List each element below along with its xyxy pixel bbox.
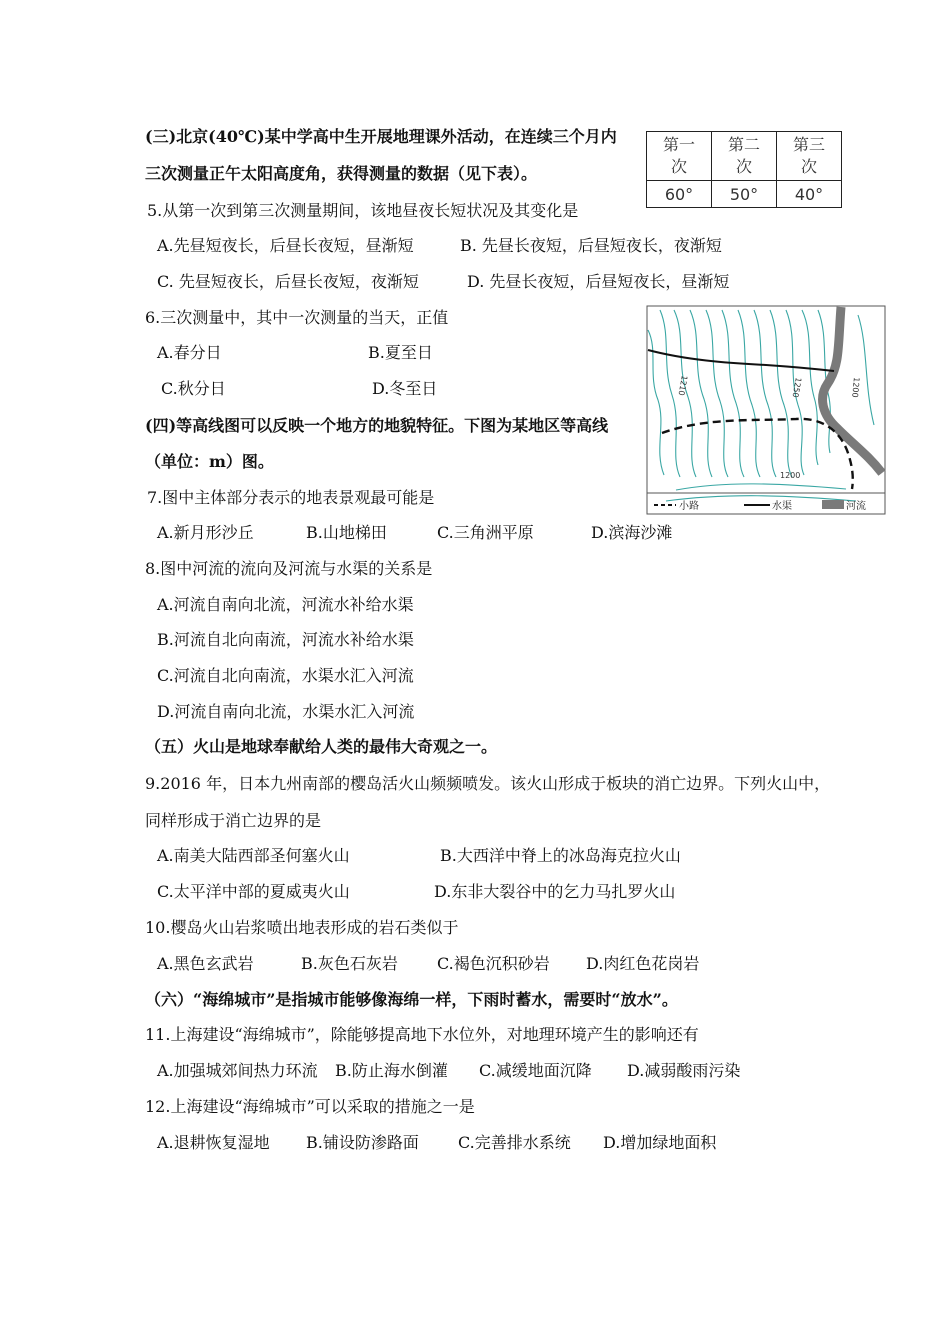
q7-option-b: B.山地梯田 bbox=[306, 523, 387, 542]
table-header-1: 第一 次 bbox=[647, 132, 712, 181]
table-value-2: 50° bbox=[712, 181, 777, 208]
q9-option-a: A.南美大陆西部圣何塞火山 bbox=[157, 846, 350, 865]
legend-river-icon bbox=[822, 500, 844, 509]
q10-option-a: A.黑色玄武岩 bbox=[157, 954, 254, 973]
q6-stem: 6.三次测量中，其中一次测量的当天，正值 bbox=[145, 308, 449, 327]
q7-option-d: D.滨海沙滩 bbox=[591, 523, 673, 542]
table-header-3: 第三 次 bbox=[777, 132, 842, 181]
q6-option-b: B.夏至日 bbox=[368, 343, 433, 362]
q7-stem: 7.图中主体部分表示的地表景观最可能是 bbox=[147, 488, 435, 507]
section5-intro: （五）火山是地球奉献给人类的最伟大奇观之一。 bbox=[145, 737, 498, 756]
contour-label-4: 1200 bbox=[780, 471, 801, 480]
section6-intro: （六）“海绵城市”是指城市能够像海绵一样，下雨时蓄水，需要时“放水”。 bbox=[145, 990, 678, 1009]
measurement-table bbox=[646, 131, 842, 208]
q12-option-d: D.增加绿地面积 bbox=[603, 1133, 717, 1152]
q11-option-d: D.减弱酸雨污染 bbox=[627, 1061, 741, 1080]
q9-option-b: B.大西洋中脊上的冰岛海克拉火山 bbox=[440, 846, 681, 865]
q9-option-c: C.太平洋中部的夏威夷火山 bbox=[157, 882, 350, 901]
contour-label-1: 1210 bbox=[676, 374, 689, 397]
q6-option-c: C.秋分日 bbox=[161, 379, 226, 398]
section4-intro-line1: (四)等高线图可以反映一个地方的地貌特征。下图为某地区等高线 bbox=[145, 416, 609, 435]
table-value-3: 40° bbox=[777, 181, 842, 208]
q10-option-d: D.肉红色花岗岩 bbox=[586, 954, 700, 973]
q8-stem: 8.图中河流的流向及河流与水渠的关系是 bbox=[145, 559, 433, 578]
section4-intro-line2: （单位：m）图。 bbox=[145, 452, 274, 471]
q10-stem: 10.樱岛火山岩浆喷出地表形成的岩石类似于 bbox=[145, 918, 459, 937]
table-value-1: 60° bbox=[647, 181, 712, 208]
q5-option-c: C. 先昼短夜长，后昼长夜短，夜渐短 bbox=[157, 272, 419, 291]
q8-option-a: A.河流自南向北流，河流水补给水渠 bbox=[157, 595, 414, 614]
q9-stem-line1: 9.2016 年，日本九州南部的樱岛活火山频频喷发。该火山形成于板块的消亡边界。下列火山中， bbox=[145, 774, 831, 793]
section3-intro-line1: (三)北京(40℃)某中学高中生开展地理课外活动，在连续三个月内 bbox=[145, 127, 617, 146]
q12-option-b: B.铺设防渗路面 bbox=[306, 1133, 419, 1152]
contour-label-3: 1200 bbox=[850, 376, 861, 398]
q5-stem: 5.从第一次到第三次测量期间，该地昼夜长短状况及其变化是 bbox=[147, 201, 579, 220]
legend-canal-label: 水渠 bbox=[772, 501, 792, 512]
q10-option-c: C.褐色沉积砂岩 bbox=[437, 954, 550, 973]
contour-map bbox=[646, 305, 886, 515]
q5-option-a: A.先昼短夜长，后昼长夜短，昼渐短 bbox=[157, 236, 414, 255]
q12-option-c: C.完善排水系统 bbox=[458, 1133, 571, 1152]
q5-option-d: D. 先昼长夜短，后昼短夜长，昼渐短 bbox=[467, 272, 730, 291]
q7-option-c: C.三角洲平原 bbox=[437, 523, 534, 542]
legend-path-label: 小路 bbox=[679, 501, 699, 512]
q8-option-b: B.河流自北向南流，河流水补给水渠 bbox=[157, 630, 414, 649]
q11-stem: 11.上海建设“海绵城市”，除能够提高地下水位外，对地理环境产生的影响还有 bbox=[145, 1025, 699, 1044]
section3-intro-line2: 三次测量正午太阳高度角，获得测量的数据（见下表）。 bbox=[145, 164, 538, 183]
q11-option-c: C.减缓地面沉降 bbox=[479, 1061, 592, 1080]
q9-stem-line2: 同样形成于消亡边界的是 bbox=[145, 811, 322, 830]
contour-label-2: 1250 bbox=[790, 376, 803, 399]
q12-stem: 12.上海建设“海绵城市”可以采取的措施之一是 bbox=[145, 1097, 475, 1116]
q12-option-a: A.退耕恢复湿地 bbox=[157, 1133, 270, 1152]
q11-option-b: B.防止海水倒灌 bbox=[335, 1061, 448, 1080]
q10-option-b: B.灰色石灰岩 bbox=[301, 954, 398, 973]
q6-option-a: A.春分日 bbox=[157, 343, 222, 362]
q5-option-b: B. 先昼长夜短，后昼短夜长，夜渐短 bbox=[460, 236, 722, 255]
legend-river-label: 河流 bbox=[846, 501, 866, 512]
table-header-2: 第二 次 bbox=[712, 132, 777, 181]
q9-option-d: D.东非大裂谷中的乞力马扎罗火山 bbox=[434, 882, 676, 901]
q6-option-d: D.冬至日 bbox=[372, 379, 438, 398]
q11-option-a: A.加强城郊间热力环流 bbox=[157, 1061, 318, 1080]
q8-option-d: D.河流自南向北流，水渠水汇入河流 bbox=[157, 702, 415, 721]
q7-option-a: A.新月形沙丘 bbox=[157, 523, 254, 542]
q8-option-c: C.河流自北向南流，水渠水汇入河流 bbox=[157, 666, 414, 685]
